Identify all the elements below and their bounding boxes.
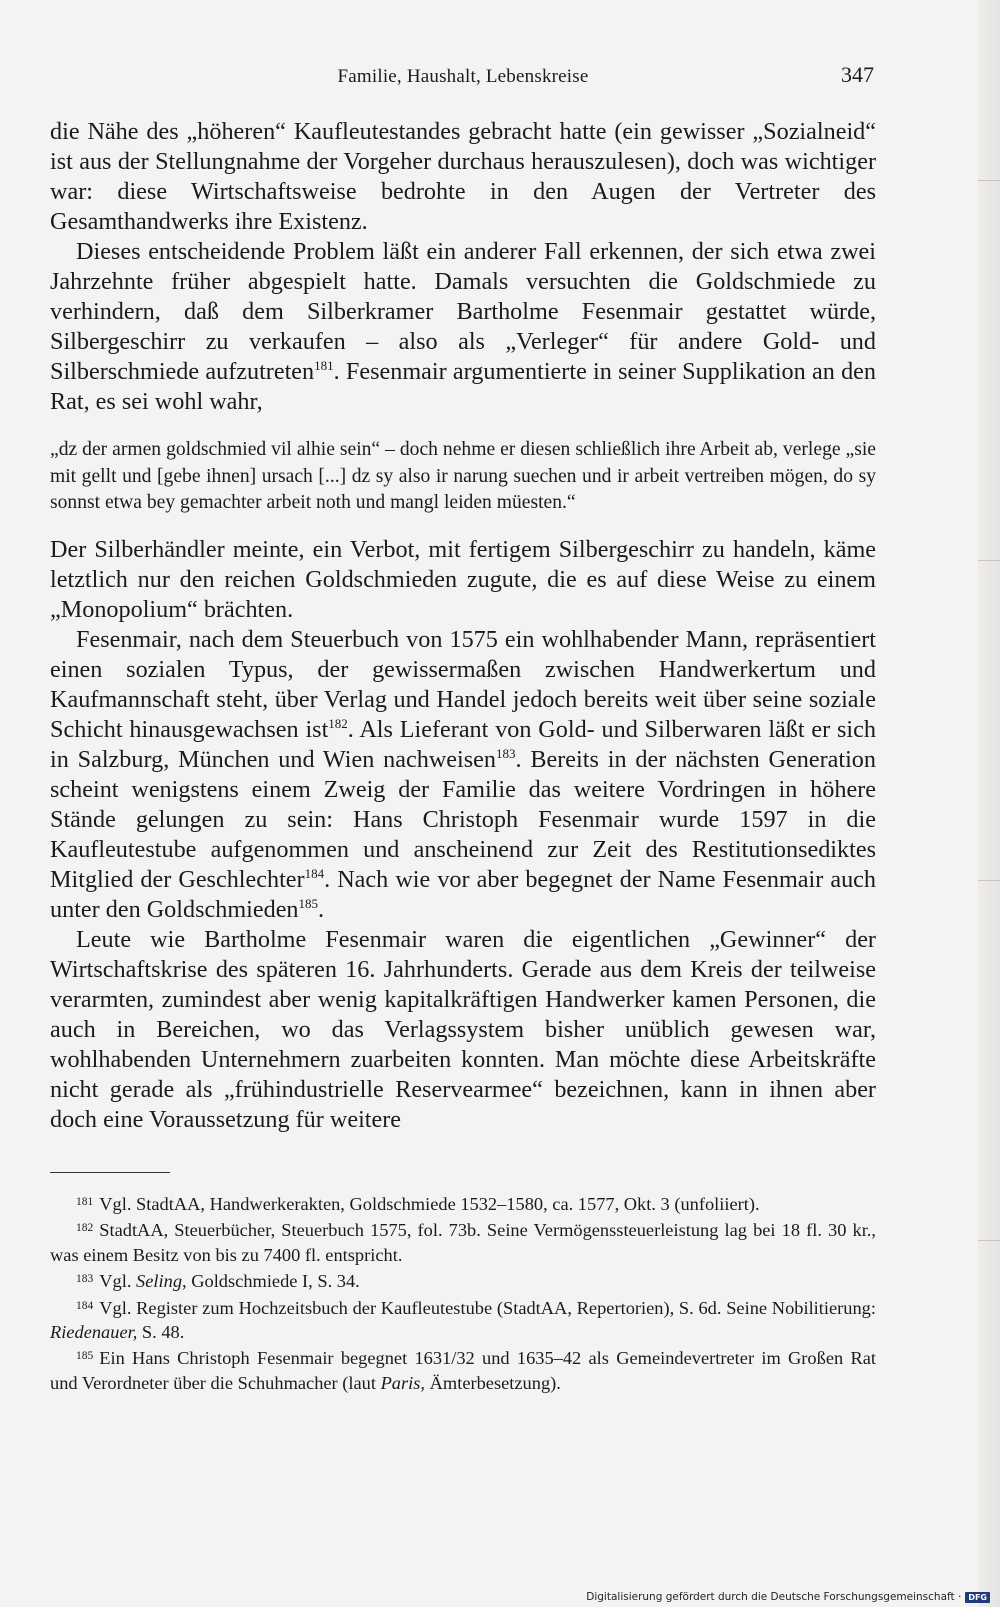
footnote-number: 185	[76, 1350, 94, 1363]
footnote-number: 183	[76, 1273, 94, 1286]
bleed-line	[978, 880, 1000, 881]
footnote-ref-184[interactable]: 184	[304, 865, 325, 881]
facing-page-bleed	[978, 0, 1000, 1607]
dfg-logo-icon: DFG	[965, 1592, 990, 1603]
bleed-line	[978, 1240, 1000, 1241]
footnote-185: $^{185}$ Ein Hans Christoph Fesenmair begegnet 1631/32 und 1635–42 als Gemeindevertreter im Großen Rat und Verordneter über die Schuhmacher (laut Paris, Ämterbesetzung).	[50, 1348, 876, 1393]
footnote-184: $^{184}$ Vgl. Register zum Hochzeitsbuch der Kaufleutestube (StadtAA, Repertorien), S. 6d. Seine Nobilitierung: Riedenauer, S. 48.	[50, 1297, 876, 1343]
footnotes	[50, 1190, 876, 1395]
footnote-ref-183[interactable]: 183	[496, 745, 516, 761]
footnote-separator	[50, 1172, 170, 1173]
main-text	[50, 117, 876, 1135]
paragraph-2: Dieses entscheidende Problem läßt ein anderer Fall erkennen, der sich etwa zwei Jahrzehnte früher abgespielt hatte. Damals versuchten die Goldschmiede zu verhindern, daß dem Silberkramer Bartholme Fesenmair gestattet würde, Silbergeschirr zu verkaufen – also als „Verleger“ für andere Gold- und Silberschmiede aufzutreten$^{181}$. Fesenmair argumentierte in seiner Supplikation an den Rat, es sei wohl wahr,	[50, 238, 876, 415]
footnote-number: 181	[76, 1196, 94, 1208]
footnote-ref-185[interactable]: 185	[298, 895, 319, 911]
bleed-line	[978, 180, 1000, 181]
footnote-181: $^{181}$ Vgl. StadtAA, Handwerkerakten, Goldschmiede 1532–1580, ca. 1577, Okt. 3 (unfoliiert).	[76, 1194, 760, 1214]
bleed-line	[978, 560, 1000, 561]
footnote-183: $^{183}$ Vgl. Seling, Goldschmiede I, S. 34.	[76, 1271, 360, 1292]
footnote-ref-181[interactable]: 181	[314, 358, 334, 373]
footnote-ref-182[interactable]: 182	[328, 715, 348, 731]
credit-text: Digitalisierung gefördert durch die Deutsche Forschungsgemeinschaft ·	[586, 1591, 962, 1603]
running-title: Familie, Haushalt, Lebenskreise	[337, 66, 589, 87]
paragraph-1: die Nähe des „höheren“ Kaufleutestandes gebracht hatte (ein gewisser „Sozialneid“ ist aus der Stellungnahme der Vorgeher durchaus herauszulesen), doch was wichtiger war: diese Wirtschaftsweise bedrohte in den Augen der Vertreter des Gesamthandwerks ihre Existenz.	[50, 118, 876, 235]
footnote-number: 182	[76, 1222, 94, 1235]
paragraph-3: Der Silberhändler meinte, ein Verbot, mit fertigem Silbergeschirr zu handeln, käme letztlich nur den reichen Goldschmieden zugute, die es auf diese Weise zu einem „Monopolium“ brächten.	[50, 535, 876, 623]
paragraph-5: Leute wie Bartholme Fesenmair waren die eigentlichen „Gewinner“ der Wirtschaftskrise des späteren 16. Jahrhunderts. Gerade aus dem Kreis der teilweise verarmten, zumindest aber wenig kapitalkräftigen Handwerker kamen Personen, die auch in Bereichen, wo das Verlagssystem bisher unüblich gewesen war, wohlhabenden Unternehmern zuarbeiten konnten. Man möchte diese Arbeitskräfte nicht gerade als „frühindustrielle Reservearmee“ bezeichnen, kann in ihnen aber doch eine Voraussetzung für weitere	[50, 925, 876, 1133]
footnote-182: $^{182}$ StadtAA, Steuerbücher, Steuerbuch 1575, fol. 73b. Seine Vermögenssteuerleistung lag bei 18 fl. 30 kr., was einem Besitz von bis zu 7400 fl. entspricht.	[50, 1220, 876, 1265]
block-quote: „dz der armen goldschmied vil alhie sein“ – doch nehme er diesen schließlich ihre Arbeit ab, verlege „sie mit gellt und [gebe ihnen] ursach [...] dz sy also ir narung suechen und ir arbeit vertreiben mögen, do sy sonnst etwa bey gemachter arbeit noth und mangl leiden müesten.“	[50, 439, 876, 513]
footnote-number: 184	[76, 1299, 94, 1312]
digitization-credit	[586, 1591, 990, 1603]
page-header	[50, 62, 876, 92]
paragraph-4: Fesenmair, nach dem Steuerbuch von 1575 ein wohlhabender Mann, repräsentiert einen sozialen Typus, der gewissermaßen zwischen Handwerkertum und Kaufmannschaft steht, über Verlag und Handel jedoch bereits weit über seine soziale Schicht hinausgewachsen ist$^{182}$. Als Lieferant von Gold- und Silberwaren läßt er sich in Salzburg, München und Wien nachweisen$^{183}$. Bereits in der nächsten Generation scheint wenigstens einem Zweig der Familie das weitere Vordringen in höhere Stände gelungen zu sein: Hans Christoph Fesenmair wurde 1597 in die Kaufleutestube aufgenommen und anscheinend zur Zeit des Restitutionsediktes Mitglied der Geschlechter$^{184}$. Nach wie vor aber begegnet der Name Fesenmair auch unter den Goldschmieden$^{185}$.	[50, 625, 876, 923]
page-number: 347	[841, 62, 874, 87]
